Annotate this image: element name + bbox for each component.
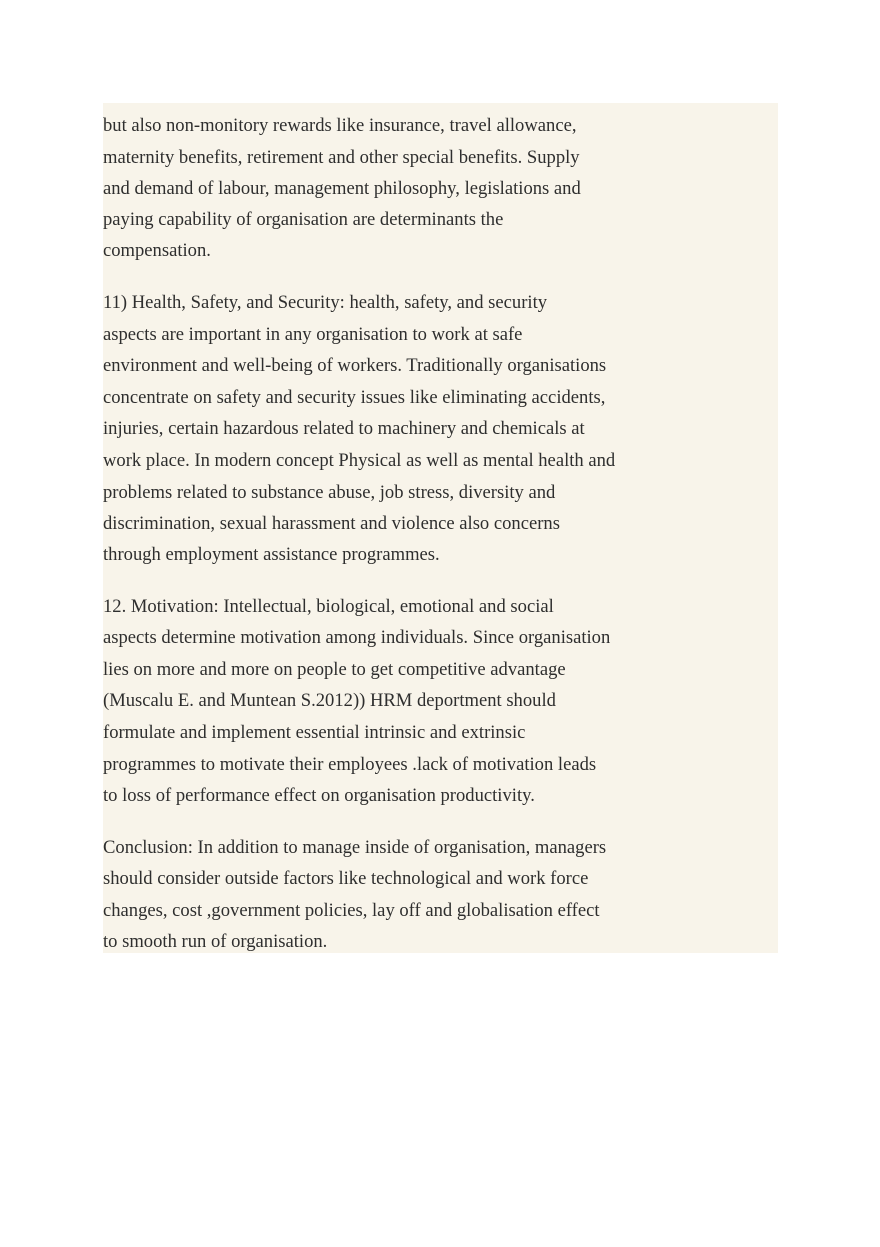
paragraph-2-line-1: 11) Health, Safety, and Security: health, safety, and security (103, 292, 548, 313)
paragraph-2-line-4: concentrate on safety and security issues like eliminating accidents, (103, 387, 606, 408)
paragraph-2-line-2: aspects are important in any organisation to work at safe (103, 324, 523, 345)
paragraph-1-line-4: paying capability of organisation are determinants the (103, 209, 504, 230)
paragraph-4-line-4: to smooth run of organisation. (103, 931, 328, 952)
paragraph-2-line-3: environment and well-being of workers. Traditionally organisations (103, 355, 607, 376)
paragraph-3-line-7: to loss of performance effect on organisation productivity. (103, 785, 535, 806)
paragraph-1-line-1: but also non-monitory rewards like insurance, travel allowance, (103, 115, 577, 136)
paragraph-3-line-2: aspects determine motivation among individuals. Since organisation (103, 627, 611, 648)
paragraph-2-line-5: injuries, certain hazardous related to machinery and chemicals at (103, 418, 585, 439)
paragraph-2-line-9: through employment assistance programmes. (103, 544, 440, 565)
paragraph-1-line-3: and demand of labour, management philosophy, legislations and (103, 178, 581, 199)
paragraph-2-line-6: work place. In modern concept Physical as well as mental health and (103, 450, 616, 471)
paragraph-4-line-2: should consider outside factors like technological and work force (103, 868, 589, 889)
paragraph-3-line-4: (Muscalu E. and Muntean S.2012)) HRM deportment should (103, 690, 556, 711)
paragraph-4-line-1: Conclusion: In addition to manage inside of organisation, managers (103, 837, 607, 858)
paragraph-3-line-5: formulate and implement essential intrinsic and extrinsic (103, 722, 526, 743)
paragraph-3-line-6: programmes to motivate their employees .lack of motivation leads (103, 754, 597, 775)
paragraph-4-line-3: changes, cost ,government policies, lay off and globalisation effect (103, 900, 600, 921)
paragraph-2-line-7: problems related to substance abuse, job stress, diversity and (103, 482, 556, 503)
paragraph-1-line-2: maternity benefits, retirement and other special benefits. Supply (103, 147, 580, 168)
paragraph-2-line-8: discrimination, sexual harassment and violence also concerns (103, 513, 560, 534)
paragraph-3-line-1: 12. Motivation: Intellectual, biological, emotional and social (103, 596, 554, 617)
paragraph-3-line-3: lies on more and more on people to get competitive advantage (103, 659, 566, 680)
paragraph-1-line-5: compensation. (103, 240, 211, 261)
